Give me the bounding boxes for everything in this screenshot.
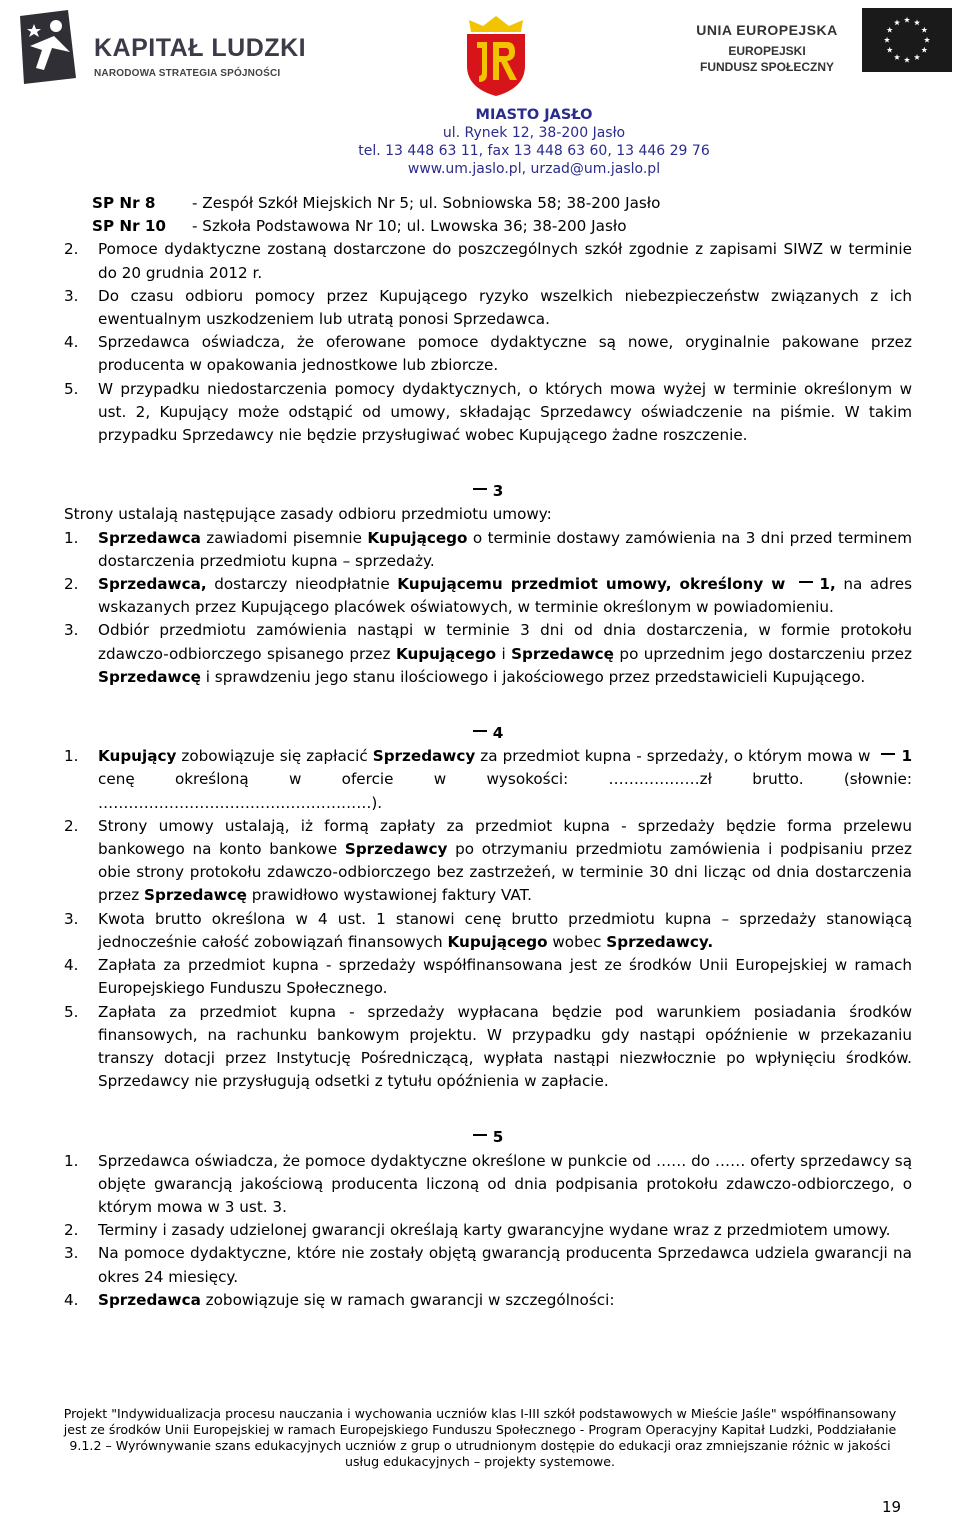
item-number: 3.: [64, 1244, 79, 1263]
item-number: 2.: [64, 1221, 79, 1240]
paragraph-sign-icon: [473, 730, 487, 732]
school-address: - Zespół Szkół Miejskich Nr 5; ul. Sobniowska 58; 38-200 Jasło: [192, 194, 661, 212]
item-number: 1.: [64, 528, 79, 547]
kapital-ludzki-logo: [14, 8, 307, 88]
section-item: [64, 619, 912, 689]
section-lead: Strony ustalają następujące zasady odbioru przedmiotu umowy:: [64, 505, 552, 524]
school-label: SP Nr 10: [92, 217, 166, 236]
section-item: [64, 908, 912, 954]
section-number: 3: [492, 482, 504, 501]
contract-body: [64, 192, 912, 1312]
item-text: Zapłata za przedmiot kupna - sprzedaży wypłacana będzie pod warunkiem posiadania środków finansowych, na rachunku bankowym projektu. W przypadku gdy nastąpi opóźnienie w przekazaniu transzy dotacji przez Instytucję Pośredniczącą, wypłata nastąpi niezwłocznie po wpłynięciu środków. Sprzedawcy nie przysługują odsetki z tytułu opóźnienia w zapłacie.: [98, 1002, 912, 1091]
item-number: 3.: [64, 286, 79, 305]
footer-line: 9.1.2 – Wyrównywanie szans edukacyjnych uczniów z grup o utrudnionym dostępie do edukacji oraz zmniejszanie różnic w jakości: [69, 1438, 891, 1453]
item-text: Kupujący zobowiązuje się zapłacić Sprzedawcy za przedmiot kupna - sprzedaży, o którym mowa w 1 cenę określoną w ofercie w wysokości: ………………zł brutto. (słownie: ………………………………………………).: [98, 747, 913, 812]
item-text: Sprzedawca, dostarczy nieodpłatnie Kupującemu przedmiot umowy, określony w 1, na adres wskazanych przez Kupującego placówek oświatowych, w terminie określonym w powiadomieniu.: [98, 575, 912, 617]
eu-logo: [684, 8, 954, 98]
item-number: 3.: [64, 621, 79, 640]
item-number: 4.: [64, 1290, 79, 1309]
jaslo-crest-icon: [463, 12, 529, 98]
contact-block: [0, 106, 960, 178]
intro-item: [64, 331, 912, 377]
item-number: 2.: [64, 816, 79, 835]
item-text: Sprzedawca zawiadomi pisemnie Kupującego o terminie dostawy zamówienia na 3 dni przed terminem dostarczenia przedmiotu kupna – sprzedaży.: [98, 528, 912, 570]
item-number: 5.: [64, 1002, 79, 1021]
section-number: 4: [492, 724, 504, 743]
item-number: 2.: [64, 240, 79, 259]
section-heading-3: [64, 480, 912, 503]
item-text: Strony umowy ustalają, iż formą zapłaty za przedmiot kupna - sprzedaży będzie forma przelewu bankowego na konto bankowe Sprzedawcy po otrzymaniu przedmiotu zamówienia i podpisaniu przez obie strony protokołu zdawczo-odbiorczego bez zastrzeżeń, w terminie 30 dni licząc od dnia dostarczenia przez Sprzedawcę prawidłowo wystawionej faktury VAT.: [98, 816, 912, 905]
kapital-ludzki-subtitle: NARODOWA STRATEGIA SPÓJNOŚCI: [94, 68, 281, 79]
item-text: Zapłata za przedmiot kupna - sprzedaży współfinansowana jest ze środków Unii Europejskiej w ramach Europejskiego Funduszu Społecznego.: [98, 956, 912, 998]
eu-logo-line1: UNIA EUROPEJSKA: [696, 22, 838, 38]
phone-fax: tel. 13 448 63 11, fax 13 448 63 60, 13 446 29 76: [358, 143, 710, 159]
intro-item: [64, 378, 912, 448]
section-item: [64, 745, 912, 815]
eu-flag-icon: [862, 8, 952, 72]
item-number: 4.: [64, 956, 79, 975]
item-text: Odbiór przedmiotu zamówienia nastąpi w terminie 3 dni od dnia dostarczenia, w formie protokołu zdawczo-odbiorczego spisanego przez Kupującego i Sprzedawcę po uprzednim jego dostarczeniu przez Sprzedawcę i sprawdzeniu jego stanu ilościowego i jakościowego przez przedstawicieli Kupującego.: [98, 621, 912, 686]
section-heading-4: [64, 722, 912, 745]
item-text: Sprzedawca oświadcza, że pomoce dydaktyczne określone w punkcie od …… do …… oferty sprzedawcy są objęte gwarancją jakościową producenta liczoną od dnia podpisania protokołu zdawczo-odbiorczego, o którym mowa w 3 ust. 3.: [98, 1151, 912, 1216]
footer-line: usług edukacyjnych – projekty systemowe.: [345, 1454, 615, 1469]
item-text: Sprzedawca zobowiązuje się w ramach gwarancji w szczególności:: [98, 1290, 615, 1309]
section-item: [64, 1219, 912, 1242]
section-heading-5: [64, 1126, 912, 1149]
item-text: W przypadku niedostarczenia pomocy dydaktycznych, o których mowa wyżej w terminie określonym w ust. 2, Kupujący może odstąpić od umowy, składając Sprzedawcy oświadczenie na piśmie. W takim przypadku Sprzedawcy nie będzie przysługiwać wobec Kupującego żadne roszczenie.: [98, 379, 912, 445]
section-item: [64, 1242, 912, 1288]
paragraph-sign-icon: [473, 1134, 487, 1136]
section-number: 5: [492, 1128, 504, 1147]
web-email: www.um.jaslo.pl, urzad@um.jaslo.pl: [407, 161, 661, 177]
item-number: 2.: [64, 575, 79, 594]
item-number: 1.: [64, 747, 79, 766]
paragraph-sign-icon: [881, 753, 895, 755]
intro-item: [64, 285, 912, 331]
item-text: Pomoce dydaktyczne zostaną dostarczone do poszczególnych szkół zgodnie z zapisami SIWZ w terminie do 20 grudnia 2012 r.: [98, 240, 912, 282]
kapital-ludzki-emblem-icon: [14, 8, 84, 88]
school-row: [64, 215, 912, 238]
item-text: Kwota brutto określona w 4 ust. 1 stanowi cenę brutto przedmiotu kupna – sprzedaży stanowiącą jednocześnie całość zobowiązań finansowych Kupującego wobec Sprzedawcy.: [98, 909, 912, 951]
school-label: SP Nr 8: [92, 194, 156, 212]
page-header: [0, 0, 960, 180]
eu-logo-line2: EUROPEJSKI: [728, 44, 806, 58]
item-text: Do czasu odbioru pomocy przez Kupującego ryzyko wszelkich niebezpieczeństw związanych z ich ewentualnym uszkodzeniem lub utratą ponosi Sprzedawca.: [98, 286, 912, 329]
school-row: [64, 192, 912, 215]
project-footer: [0, 1406, 960, 1470]
footer-line: jest ze środków Unii Europejskiej w ramach Europejskiego Funduszu Społecznego - Program Operacyjny Kapitał Ludzki, Poddziałanie: [63, 1422, 897, 1437]
section-item: [64, 1001, 912, 1094]
school-address: - Szkoła Podstawowa Nr 10; ul. Lwowska 36; 38-200 Jasło: [192, 217, 627, 236]
item-number: 3.: [64, 909, 79, 928]
kapital-ludzki-title: KAPITAŁ LUDZKI: [94, 34, 307, 62]
city-name: MIASTO JASŁO: [475, 107, 593, 123]
item-text: Terminy i zasady udzielonej gwarancji określają karty gwarancyjne wydane wraz z przedmiotem umowy.: [98, 1221, 891, 1240]
intro-item: [64, 238, 912, 284]
section-item: [64, 1150, 912, 1220]
section-item: [64, 527, 912, 573]
item-number: 5.: [64, 379, 79, 398]
item-text: Sprzedawca oświadcza, że oferowane pomoce dydaktyczne są nowe, oryginalnie pakowane przez producenta w opakowania jednostkowe lub zbiorcze.: [98, 333, 912, 375]
section-item: [64, 815, 912, 908]
item-number: 1.: [64, 1151, 79, 1170]
eu-logo-line3: FUNDUSZ SPOŁECZNY: [699, 60, 834, 74]
item-text: Na pomoce dydaktyczne, które nie zostały objętą gwarancją producenta Sprzedawca udziela gwarancji na okres 24 miesięcy.: [98, 1244, 912, 1286]
section-item: [64, 1289, 912, 1312]
section-item: [64, 954, 912, 1000]
address: ul. Rynek 12, 38-200 Jasło: [442, 125, 626, 141]
paragraph-sign-icon: [473, 488, 487, 490]
page-number: 19: [882, 1498, 902, 1516]
footer-line: Projekt "Indywidualizacja procesu nauczania i wychowania uczniów klas I-III szkół podstawowych w Mieście Jaśle" współfinansowany: [63, 1406, 897, 1421]
paragraph-sign-icon: [799, 581, 813, 583]
section-item: [64, 573, 912, 619]
item-number: 4.: [64, 333, 79, 352]
